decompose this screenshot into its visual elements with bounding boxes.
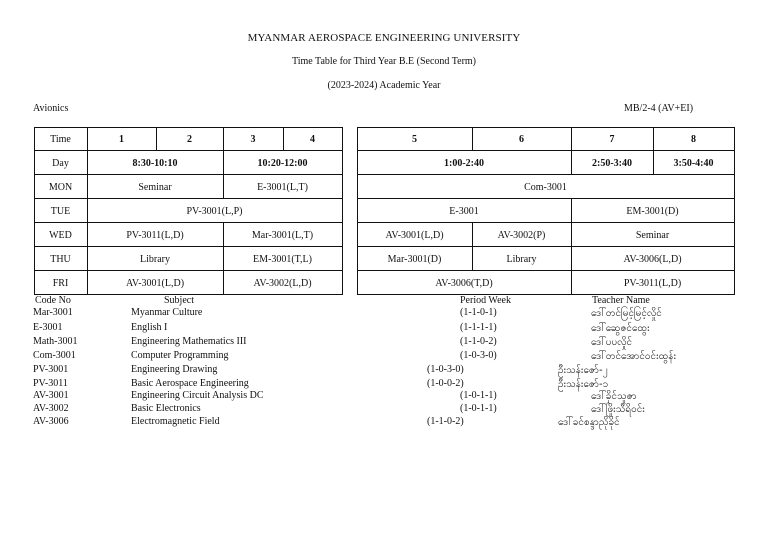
slot-afternoon-3: 3:50-4:40 xyxy=(673,157,714,169)
tue-slot-c: EM-3001(D) xyxy=(626,205,679,217)
day-thu: THU xyxy=(50,253,71,265)
course-teacher: ဒေါ်ပပလှိုင် xyxy=(591,337,633,348)
wed-slot-c: AV-3001(L,D) xyxy=(385,229,444,241)
thu-slot-e: AV-3006(L,D) xyxy=(623,253,682,265)
fri-slot-b: AV-3002(L,D) xyxy=(253,277,312,289)
header-teacher: Teacher Name xyxy=(592,295,650,306)
course-subject: Computer Programming xyxy=(131,350,229,361)
thu-slot-a: Library xyxy=(140,253,170,265)
wed-slot-d: AV-3002(P) xyxy=(497,229,546,241)
slot-afternoon-2: 2:50-3:40 xyxy=(592,157,632,169)
course-period: (1-0-1-1) xyxy=(460,403,497,414)
course-subject: Basic Electronics xyxy=(131,403,201,414)
course-teacher: ဒေါ်တင်မြင့်မြင့်လှိုင် xyxy=(591,308,662,319)
header-subject: Subject xyxy=(164,295,194,306)
course-teacher: ဒေါ်ဆွေဇင်ထွေး xyxy=(591,323,650,334)
course-subject: Basic Aerospace Engineering xyxy=(131,378,249,389)
course-subject: Engineering Mathematics III xyxy=(131,336,247,347)
wed-slot-e: Seminar xyxy=(635,229,670,241)
day-fri: FRI xyxy=(52,277,69,289)
room-label: MB/2-4 (AV+EI) xyxy=(624,103,694,114)
wed-slot-b: Mar-3001(L,T) xyxy=(251,229,314,241)
course-code: AV-3002 xyxy=(33,403,69,414)
fri-slot-a: AV-3001(L,D) xyxy=(125,277,185,289)
university-title: MYANMAR AEROSPACE ENGINEERING UNIVERSITY xyxy=(247,32,521,44)
course-subject: Electromagnetic Field xyxy=(131,416,220,427)
period-6: 6 xyxy=(519,133,524,145)
department-label: Avionics xyxy=(33,103,69,114)
thu-slot-d: Library xyxy=(506,253,537,265)
day-label: Day xyxy=(52,157,69,169)
period-7: 7 xyxy=(609,133,615,145)
day-mon: MON xyxy=(48,181,73,193)
period-3: 3 xyxy=(250,133,256,145)
course-code: Com-3001 xyxy=(33,350,76,361)
timetable xyxy=(34,127,735,295)
course-code: AV-3001 xyxy=(33,390,69,401)
tue-slot-a: PV-3001(L,P) xyxy=(186,205,243,217)
course-teacher: ဒေါ်တင်အောင်ဝင်းထွန်း xyxy=(591,351,677,362)
period-2: 2 xyxy=(187,133,192,145)
thu-slot-b: EM-3001(T,L) xyxy=(253,253,312,265)
course-period: (1-0-0-2) xyxy=(427,378,464,389)
thu-slot-c: Mar-3001(D) xyxy=(387,253,442,265)
course-code: PV-3011 xyxy=(33,378,68,389)
day-wed: WED xyxy=(49,229,72,241)
slot-morning-2: 10:20-12:00 xyxy=(257,157,308,169)
period-5: 5 xyxy=(412,133,417,145)
wed-slot-a: PV-3011(L,D) xyxy=(126,229,184,241)
fri-slot-d: PV-3011(L,D) xyxy=(623,277,682,289)
time-label: Time xyxy=(50,133,71,145)
mon-slot-c: Com-3001 xyxy=(524,181,567,193)
course-period: (1-0-3-0) xyxy=(460,350,497,361)
day-tue: TUE xyxy=(50,205,71,217)
course-subject: Engineering Circuit Analysis DC xyxy=(131,390,264,401)
course-code: PV-3001 xyxy=(33,364,69,375)
course-subject: English I xyxy=(131,322,168,333)
slot-morning-1: 8:30-10:10 xyxy=(132,157,178,169)
academic-year: (2023-2024) Academic Year xyxy=(327,80,441,91)
tue-slot-b: E-3001 xyxy=(449,205,479,217)
mon-slot-a: Seminar xyxy=(138,181,172,193)
header-period: Period Week xyxy=(460,295,511,306)
period-4: 4 xyxy=(310,133,315,145)
course-subject: Myanmar Culture xyxy=(131,307,203,318)
course-period: (1-1-0-1) xyxy=(460,307,497,318)
course-teacher: ဒေါ်ဖြိုးသီရိဝင်း xyxy=(591,404,645,415)
course-teacher: ဦးသန်းဇော်-၂ xyxy=(558,365,608,376)
period-1: 1 xyxy=(119,133,124,145)
course-teacher: ဒေါ်ခိုင်သူဇာ xyxy=(591,391,637,402)
course-period: (1-0-1-1) xyxy=(460,390,497,401)
header-code: Code No xyxy=(35,295,71,306)
course-teacher: ဒေါ်ခင်စန္ဒာညိုခိုင် xyxy=(558,417,620,428)
course-subject: Engineering Drawing xyxy=(131,364,218,375)
course-period: (1-1-0-2) xyxy=(427,416,464,427)
course-period: (1-1-0-2) xyxy=(460,336,497,347)
period-8: 8 xyxy=(691,133,696,145)
course-code: AV-3006 xyxy=(33,416,69,427)
course-code: Math-3001 xyxy=(33,336,78,347)
course-teacher: ဦးသန်းဇော်-၁ xyxy=(558,379,609,390)
mon-slot-b: E-3001(L,T) xyxy=(257,181,308,193)
course-code: E-3001 xyxy=(33,322,63,333)
fri-slot-c: AV-3006(T,D) xyxy=(435,277,493,289)
course-period: (1-1-1-1) xyxy=(460,322,497,333)
course-code: Mar-3001 xyxy=(33,307,73,318)
slot-afternoon-1: 1:00-2:40 xyxy=(444,157,484,169)
course-period: (1-0-3-0) xyxy=(427,364,464,375)
timetable-subtitle: Time Table for Third Year B.E (Second Term) xyxy=(291,56,477,67)
